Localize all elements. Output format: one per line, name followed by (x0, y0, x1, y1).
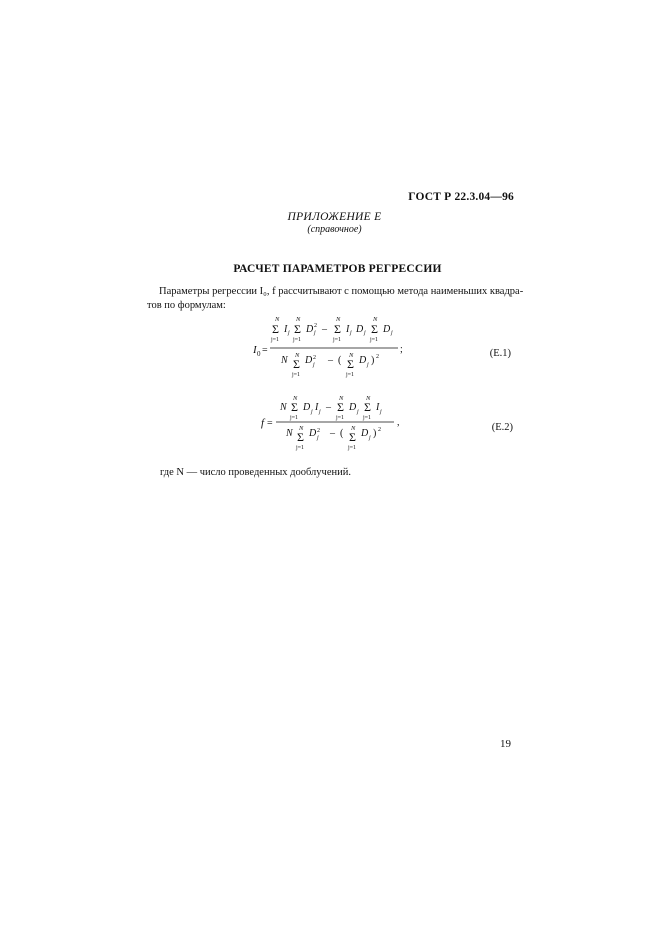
svg-text:2: 2 (378, 427, 381, 433)
e1-eq: = (262, 345, 268, 356)
svg-text:Σ: Σ (291, 400, 298, 414)
svg-text:j: j (313, 362, 315, 368)
svg-text:I: I (284, 324, 288, 335)
e1-tail: ; (400, 344, 403, 355)
svg-text:–: – (326, 402, 331, 413)
svg-text:(: ( (338, 355, 342, 366)
svg-text:j: j (380, 409, 382, 415)
svg-text:N: N (299, 425, 304, 432)
svg-text:I: I (376, 402, 380, 413)
svg-text:D: D (359, 355, 367, 366)
svg-text:j=1: j=1 (346, 372, 355, 378)
svg-text:N: N (339, 395, 344, 402)
svg-text:Σ: Σ (347, 357, 354, 371)
svg-text:2: 2 (313, 355, 316, 361)
svg-text:2: 2 (317, 428, 320, 434)
svg-text:Σ: Σ (293, 357, 300, 371)
page-number: 19 (500, 738, 511, 750)
equation-e1 (248, 312, 418, 380)
appendix-title: ПРИЛОЖЕНИЕ Е (287, 211, 382, 223)
svg-text:j=1: j=1 (370, 337, 379, 343)
e2-denominator (285, 425, 381, 451)
where-clause: где N — число проведенных дооблучений. (160, 467, 351, 478)
e1-sum3: Σ (334, 322, 341, 336)
equation-e2-number: (E.2) (491, 422, 513, 433)
svg-text:j: j (311, 409, 313, 415)
e1-lhs-sub: 0 (257, 350, 261, 358)
svg-text:j=1: j=1 (293, 337, 302, 343)
e1-lhs: I (253, 344, 257, 356)
svg-text:j: j (367, 362, 369, 368)
svg-text:j: j (364, 330, 366, 336)
e2-numerator (279, 395, 382, 421)
e2-lhs: f (261, 417, 265, 429)
svg-text:D: D (349, 402, 357, 413)
svg-text:N: N (351, 425, 356, 432)
svg-text:j=1: j=1 (348, 445, 357, 451)
svg-text:2: 2 (376, 354, 379, 360)
e1-sum1: Σ (272, 322, 279, 336)
svg-text:j: j (357, 409, 359, 415)
svg-text:j=1: j=1 (363, 415, 372, 421)
equation-e1-number: (E.1) (489, 348, 511, 359)
svg-text:(: ( (340, 428, 344, 439)
svg-text:N: N (295, 352, 300, 359)
svg-text:D: D (356, 324, 364, 335)
svg-text:Σ: Σ (364, 400, 371, 414)
svg-text:I: I (346, 324, 350, 335)
svg-text:D: D (361, 428, 369, 439)
svg-text:2: 2 (314, 323, 317, 329)
svg-text:N: N (366, 395, 371, 402)
e1-sum4: Σ (371, 322, 378, 336)
e1-denominator (280, 352, 379, 378)
svg-text:D: D (309, 428, 317, 439)
e2-tail: , (397, 417, 400, 428)
svg-text:–: – (330, 428, 335, 439)
intro-line-2: тов по формулам: (147, 300, 226, 311)
svg-text:j: j (391, 330, 393, 336)
section-title: РАСЧЕТ ПАРАМЕТРОВ РЕГРЕССИИ (233, 263, 442, 275)
intro-line-1: Параметры регрессии I₀, f рассчитывают с помощью метода наименьших квадра- (159, 286, 524, 297)
e1-sum2: Σ (294, 322, 301, 336)
svg-text:I: I (315, 402, 319, 413)
svg-text:j: j (288, 330, 290, 336)
svg-text:–: – (322, 324, 327, 335)
svg-text:D: D (305, 355, 313, 366)
svg-text:D: D (306, 324, 314, 335)
svg-text:j: j (317, 435, 319, 441)
e2-eq: = (267, 418, 273, 429)
svg-text:N: N (296, 316, 301, 323)
e1-numerator (270, 316, 393, 343)
svg-text:j: j (350, 330, 352, 336)
svg-text:j: j (319, 409, 321, 415)
svg-text:j=1: j=1 (296, 445, 305, 451)
svg-text:j=1: j=1 (290, 415, 299, 421)
svg-text:Σ: Σ (337, 400, 344, 414)
svg-text:N: N (280, 402, 287, 413)
e1-n-up1: N (275, 316, 280, 323)
svg-text:j=1: j=1 (336, 415, 345, 421)
svg-text:j: j (369, 435, 371, 441)
appendix-subtitle: (справочное) (307, 224, 362, 235)
svg-text:j=1: j=1 (292, 372, 301, 378)
standard-header: ГОСТ Р 22.3.04—96 (408, 191, 514, 203)
svg-text:Σ: Σ (349, 430, 356, 444)
svg-text:j=1: j=1 (333, 337, 342, 343)
equation-e2 (256, 392, 416, 452)
svg-text:N: N (349, 352, 354, 359)
e1-n-lo1: j=1 (271, 337, 280, 343)
svg-text:): ) (373, 428, 377, 439)
svg-text:D: D (383, 324, 391, 335)
svg-text:): ) (371, 355, 375, 366)
svg-text:D: D (303, 402, 311, 413)
svg-text:N: N (373, 316, 378, 323)
svg-text:N: N (281, 355, 288, 366)
svg-text:N: N (286, 428, 293, 439)
svg-text:Σ: Σ (297, 430, 304, 444)
svg-text:j: j (314, 330, 316, 336)
svg-text:–: – (328, 355, 333, 366)
svg-text:N: N (336, 316, 341, 323)
svg-text:N: N (293, 395, 298, 402)
